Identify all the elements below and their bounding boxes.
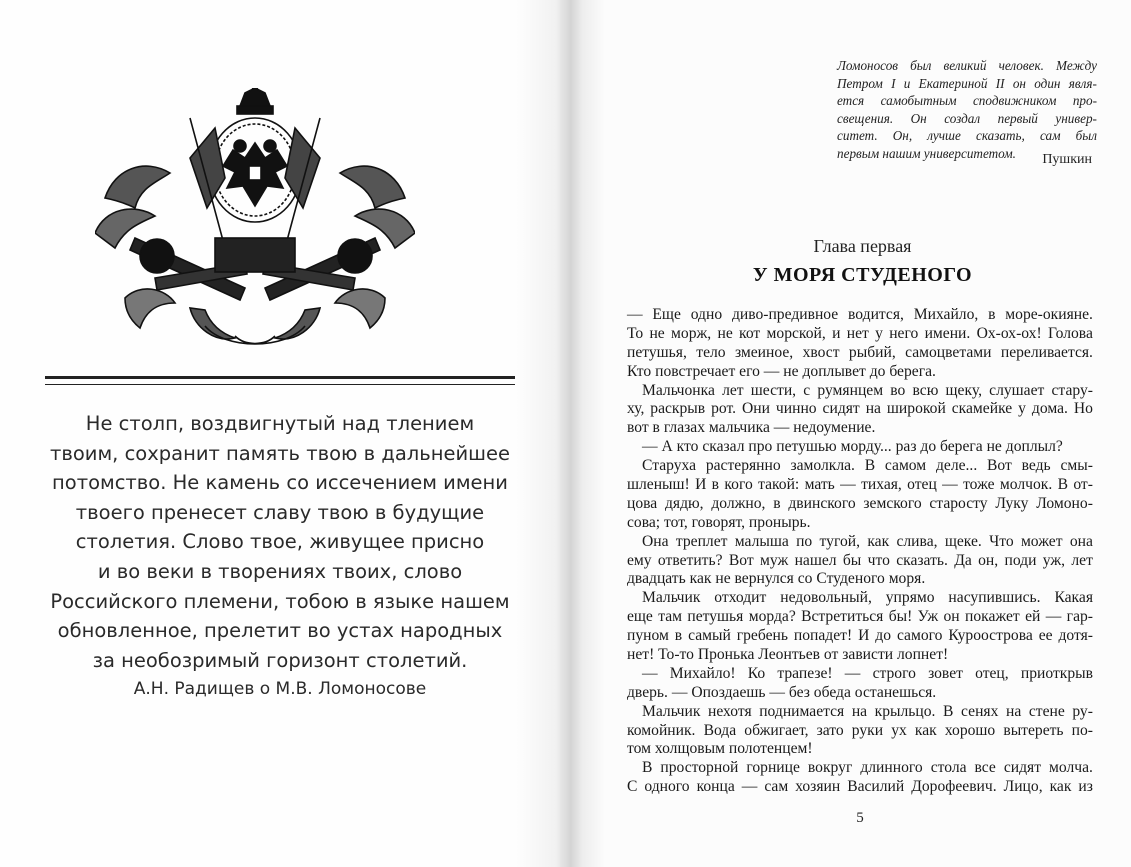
quote-line: твоего пренесет славу твою в будущие (75, 500, 485, 524)
body-line: цова дядю, должно, в двинского земского старосту Луку Ломоно- (627, 494, 1093, 512)
page-number: 5 (856, 810, 864, 826)
body-line: Мальчик нехотя поднимается на крыльцо. В сенях на стене ру- (642, 702, 1093, 720)
body-line: В просторной горнице вокруг длинного стола все сидят молча. (642, 759, 1093, 777)
body-line: — Еще одно диво-предивное водится, Михайло, в море-окияне. (627, 306, 1093, 323)
quote-line: потомство. Не камень со иссечением имени (52, 471, 508, 495)
body-line: шленыш! И в кого такой: мать — тихая, отец — тоже молчок. В от- (627, 476, 1093, 494)
quote-line: Российского племени, тобою в языке нашем (50, 589, 510, 613)
body-line: Кто повстречает его — не доплывет до берега. (627, 362, 936, 380)
quote-line: за необозримый горизонт столетий. (92, 648, 468, 672)
quote-line: твоим, сохранит память твою в дальнейшее (50, 441, 510, 465)
body-line: нет! То-то Пронька Леонтьев от зависти лопнет! (627, 646, 949, 664)
body-line: ему ответить? Вот муж нашел бы что сказать. Да он, поди уж, лет (627, 551, 1093, 569)
body-line: С одного конца — сам хозяин Василий Дорофеевич. Лицо, как из (627, 778, 1093, 796)
body-line: сова; тот, говорят, пронырь. (627, 513, 811, 531)
body-line: пуном в самый гребень попадет! И до самого Куроострова ее дотя- (627, 627, 1093, 645)
body-line: двадцать как не вернулся со Студеного моря. (627, 570, 926, 588)
divider-rule (45, 376, 515, 385)
quote-attribution: А.Н. Радищев о М.В. Ломоносове (133, 679, 427, 699)
epigraph-author: Пушкин (1042, 152, 1092, 167)
chapter-body-text (627, 306, 1093, 797)
quote-line: Не столп, воздвигнутый над тлением (85, 412, 475, 435)
quote-line: и во веки в творениях твоих, слово (97, 559, 463, 583)
body-line: еще там петушья морда? Встретиться бы! Уж он покажет ей — гар- (627, 608, 1093, 626)
body-line: вот в глазах мальчика — недоумение. (627, 419, 876, 437)
body-line: Мальчик отходит недовольный, упрямо насупившись. Какая (642, 589, 1093, 607)
body-line: комойник. Вода обжигает, зато руки ух как хорошо вытереть по- (627, 721, 1093, 739)
imperial-eagle-emblem-icon (95, 88, 415, 353)
body-line: — А кто сказал про петушью морду... раз до берега не доплыл? (642, 438, 1063, 456)
epigraph-line: свещения. Он создал первый универ- (837, 110, 1097, 126)
epigraph-line: первым нашим университетом. (837, 145, 1016, 161)
quote-line: обновленное, прелетит во устах народных (57, 619, 503, 643)
chapter-label: Глава первая (813, 236, 912, 256)
left-page (0, 0, 560, 867)
body-line: Старуха растерянно замолкла. В самом деле... Вот ведь смы- (642, 457, 1093, 475)
quote-line: столетия. Слово твое, живущее присно (75, 530, 485, 554)
epigraph-line: Петром I и Екатериной II он один явля- (837, 75, 1097, 91)
epigraph-line: ситет. Он, лучше сказать, сам был (837, 128, 1097, 144)
epigraph-line: ется самобытным сподвижником про- (837, 93, 1097, 109)
body-line: том холщовым полотенцем! (627, 740, 813, 758)
body-line: Мальчонка лет шести, с румянцем во всю щеку, слушает стару- (642, 381, 1093, 399)
body-line: дверь. — Опоздаешь — без обеда останешься. (627, 683, 937, 701)
body-line: ху, раскрыв рот. Они чинно сидят на широкой скамейке у дома. Но (627, 400, 1093, 418)
radishchev-quote (40, 409, 520, 675)
body-line: петушья, тело змеиное, хвост рыбий, самоцветами переливается. (627, 343, 1093, 361)
chapter-title: У МОРЯ СТУДЕНОГО (752, 264, 973, 286)
body-line: Она треплет малыша по тугой, как слива, щеке. Что может она (642, 532, 1093, 550)
epigraph (837, 57, 1097, 163)
body-line: То не морж, не кот морской, и нет у него имени. Ох-ох-ох! Голова (627, 324, 1093, 342)
epigraph-line: Ломоносов был великий человек. Между (837, 58, 1097, 73)
body-line: — Михайло! Ко трапезе! — строго зовет отец, приоткрыв (642, 664, 1093, 682)
